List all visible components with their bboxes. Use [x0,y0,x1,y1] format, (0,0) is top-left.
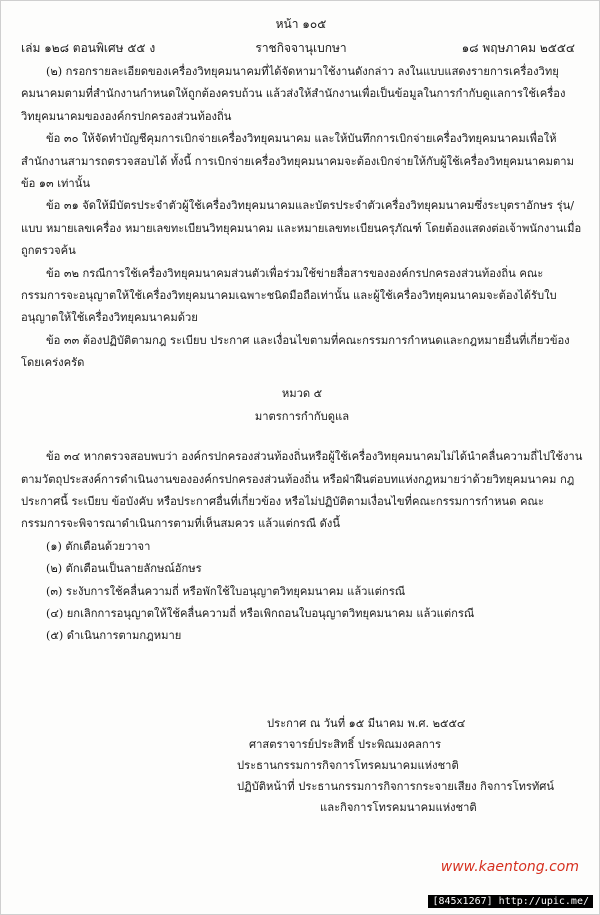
volume-info: เล่ม ๑๒๘ ตอนพิเศษ ๕๕ ง [21,41,156,55]
document-body [21,61,583,648]
measure-item: (๑) ตักเตือนด้วยวาจา [46,539,151,553]
signatory-position: ประธานกรรมการกิจการโทรคมนาคมแห่งชาติ [237,759,459,772]
article-33: ข้อ ๓๓ ต้องปฏิบัติตามกฎ ระเบียบ ประกาศ และเงื่อนไขตามที่คณะกรรมการกำหนดและกฎหมายอื่นที่เกี่ยวข้องโดยเคร่งครัด [21,333,570,370]
publication-title: ราชกิจจานุเบกษา [255,41,347,55]
image-source-label: [845x1267] http://upic.me/ [428,895,593,908]
signatory-name: ศาสตราจารย์ประสิทธิ์ ประพิณมงคลการ [249,738,441,751]
article-31: ข้อ ๓๑ จัดให้มีบัตรประจำตัวผู้ใช้เครื่องวิทยุคมนาคมและบัตรประจำตัวเครื่องวิทยุคมนาคมซึ่งระบุตราอักษร รุ่น/แบบ หมายเลขเครื่อง หมายเลขทะเบียนวิทยุคมนาคม และหมายเลขทะเบียนครุภัณฑ์ โดยต้องแสดงต่อเจ้าพนักงานเมื่อถูกตรวจค้น [21,199,582,258]
paragraph-item-2: (๒) กรอกรายละเอียดของเครื่องวิทยุคมนาคมที่ได้จัดหามาใช้งานดังกล่าว ลงในแบบแสดงรายการเครื่องวิทยุคมนาคมตามที่สำนักงานกำหนดให้ถูกต้องครบถ้วน แล้วส่งให้สำนักงานเพื่อเป็นข้อมูลในการกำกับดูแลการใช้เครื่องวิทยุคมนาคมขององค์กรปกครองส่วนท้องถิ่น [21,65,566,123]
article-30: ข้อ ๓๐ ให้จัดทำบัญชีคุมการเบิกจ่ายเครื่องวิทยุคมนาคม และให้บันทึกการเบิกจ่ายเครื่องวิทยุคมนาคมเพื่อให้สำนักงานสามารถตรวจสอบได้ ทั้งนี้ การเบิกจ่ายเครื่องวิทยุคมนาคมจะต้องเบิกจ่ายให้กับผู้ใช้เครื่องวิทยุคมนาคมตามข้อ ๑๓ เท่านั้น [21,132,574,191]
article-34: ข้อ ๓๔ หากตรวจสอบพบว่า องค์กรปกครองส่วนท้องถิ่นหรือผู้ใช้เครื่องวิทยุคมนาคมไม่ได้นำคลื่นความถี่ไปใช้งานตามวัตถุประสงค์การดำเนินงานขององค์กรปกครองส่วนท้องถิ่น หรือฝ่าฝืนต่อบทแห่งกฎหมายว่าด้วยวิทยุคมนาคม กฎ ประกาศนี้ ระเบียบ ข้อบังคับ หรือประกาศอื่นที่เกี่ยวข้อง หรือไม่ปฏิบัติตามเงื่อนไขที่คณะกรรมการกำหนด คณะกรรมการจะพิจารณาดำเนินการตามที่เห็นสมควร แล้วแต่กรณี ดังนี้ [21,450,583,531]
signature-block [237,713,597,818]
section-title: หมวด ๕ [281,386,323,400]
measure-item: (๓) ระงับการใช้คลื่นความถี่ หรือพักใช้ใบอนุญาตวิทยุคมนาคม แล้วแต่กรณี [46,584,406,598]
page-header [1,1,600,59]
section-subtitle: มาตรการกำกับดูแล [254,409,350,423]
announcement-date: ประกาศ ณ วันที่ ๑๕ มีนาคม พ.ศ. ๒๕๕๔ [267,717,466,730]
article-32: ข้อ ๓๒ กรณีการใช้เครื่องวิทยุคมนาคมส่วนตัวเพื่อร่วมใช้ข่ายสื่อสารขององค์กรปกครองส่วนท้องถิ่น คณะกรรมการจะอนุญาตให้ใช้เครื่องวิทยุคมนาคมเฉพาะชนิดมือถือเท่านั้น และผู้ใช้เครื่องวิทยุคมนาคมจะต้องได้รับใบอนุญาตให้ใช้เครื่องวิทยุคมนาคมด้วย [21,266,557,325]
page-number: หน้า ๑๐๕ [275,17,327,31]
measure-item: (๒) ตักเตือนเป็นลายลักษณ์อักษร [46,562,202,576]
measure-item: (๕) ดำเนินการตามกฎหมาย [46,629,182,643]
signatory-acting-cont: และกิจการโทรคมนาคมแห่งชาติ [320,801,477,814]
website-watermark: www.kaentong.com [440,859,579,875]
publication-date: ๑๘ พฤษภาคม ๒๕๕๔ [461,41,575,55]
signatory-acting: ปฏิบัติหน้าที่ ประธานกรรมการกิจการกระจายเสียง กิจการโทรทัศน์ [237,780,555,793]
measure-item: (๔) ยกเลิกการอนุญาตให้ใช้คลื่นความถี่ หรือเพิกถอนใบอนุญาตวิทยุคมนาคม แล้วแต่กรณี [46,606,475,620]
